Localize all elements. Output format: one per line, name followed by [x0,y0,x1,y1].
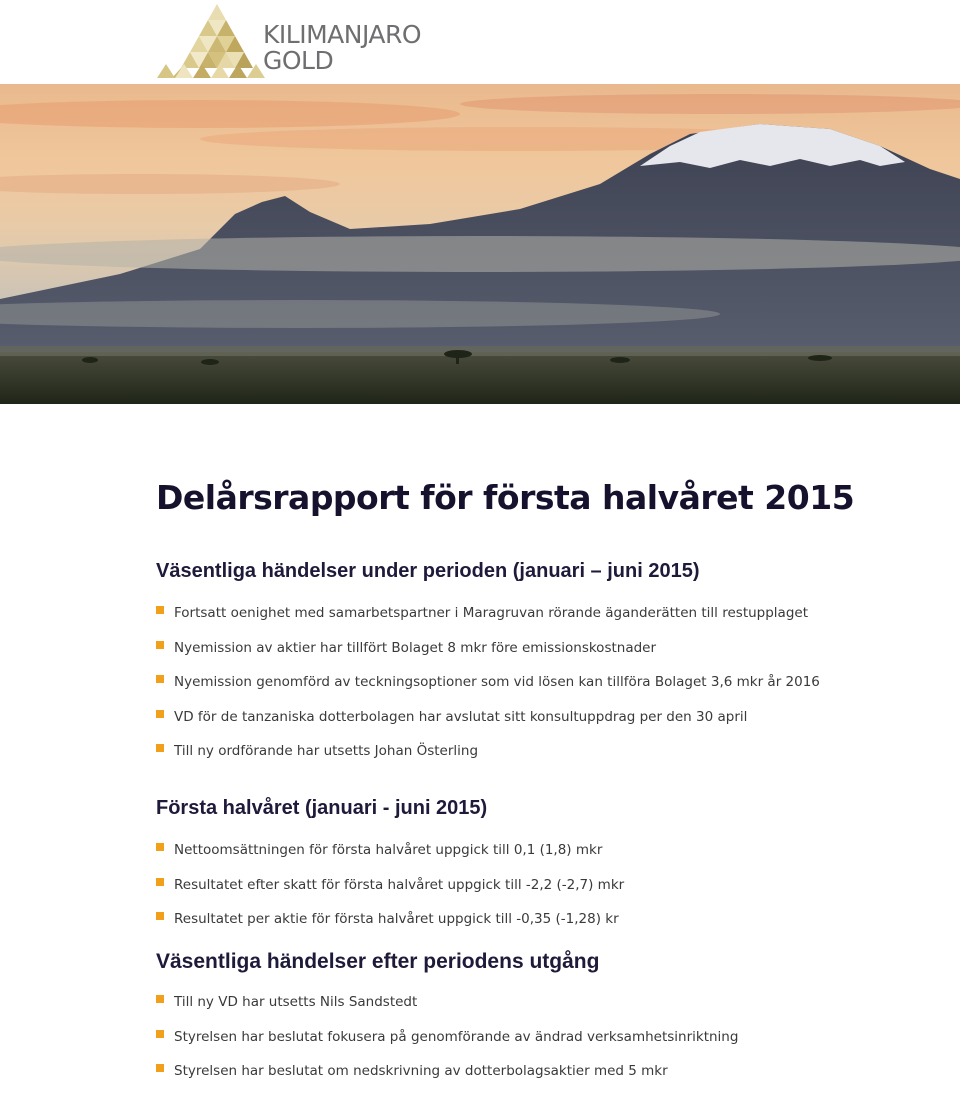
gold-triangle-pyramid-icon [155,4,267,78]
logo-wordmark-line2: GOLD [263,46,334,75]
bullet-list [156,840,916,944]
report-title: Delårsrapport för första halvåret 2015 [156,478,855,517]
square-bullet-icon [156,1064,164,1072]
square-bullet-icon [156,995,164,1003]
list-item: Till ny VD har utsetts Nils Sandstedt [156,992,916,1027]
square-bullet-icon [156,878,164,886]
list-item: Resultatet per aktie för första halvåret uppgick till -0,35 (-1,28) kr [156,909,916,944]
list-item: Styrelsen har beslutat om nedskrivning av dotterbolagsaktier med 5 mkr [156,1061,916,1096]
list-item: Fortsatt oenighet med samarbetspartner i Maragruvan rörande äganderätten till restupplaget [156,603,916,638]
hero-image [0,84,960,404]
list-item: Till ny ordförande har utsetts Johan Österling [156,741,916,776]
list-item: Nyemission av aktier har tillfört Bolaget 8 mkr före emissionskostnader [156,638,916,673]
list-item: Resultatet efter skatt för första halvåret uppgick till -2,2 (-2,7) mkr [156,875,916,910]
square-bullet-icon [156,1030,164,1038]
logo-wordmark-line1: KILIMANJARO [263,20,422,49]
section-period-events [156,560,916,776]
square-bullet-icon [156,843,164,851]
section-heading: Väsentliga händelser under perioden (januari – juni 2015) [156,560,700,582]
square-bullet-icon [156,606,164,614]
section-heading: Första halvåret (januari - juni 2015) [156,797,488,819]
bullet-list [156,603,916,776]
list-item: Nyemission genomförd av teckningsoptioner som vid lösen kan tillföra Bolaget 3,6 mkr år 2016 [156,672,916,707]
bullet-list [156,992,916,1096]
square-bullet-icon [156,675,164,683]
section-heading: Väsentliga händelser efter periodens utgång [156,950,600,973]
square-bullet-icon [156,641,164,649]
section-first-half [156,797,916,944]
section-subsequent-events [156,950,916,1096]
list-item: Styrelsen har beslutat fokusera på genomförande av ändrad verksamhetsinriktning [156,1027,916,1062]
company-logo [155,4,455,78]
square-bullet-icon [156,744,164,752]
square-bullet-icon [156,912,164,920]
square-bullet-icon [156,710,164,718]
list-item: VD för de tanzaniska dotterbolagen har avslutat sitt konsultuppdrag per den 30 april [156,707,916,742]
mount-kilimanjaro-photo [0,84,960,404]
list-item: Nettoomsättningen för första halvåret uppgick till 0,1 (1,8) mkr [156,840,916,875]
